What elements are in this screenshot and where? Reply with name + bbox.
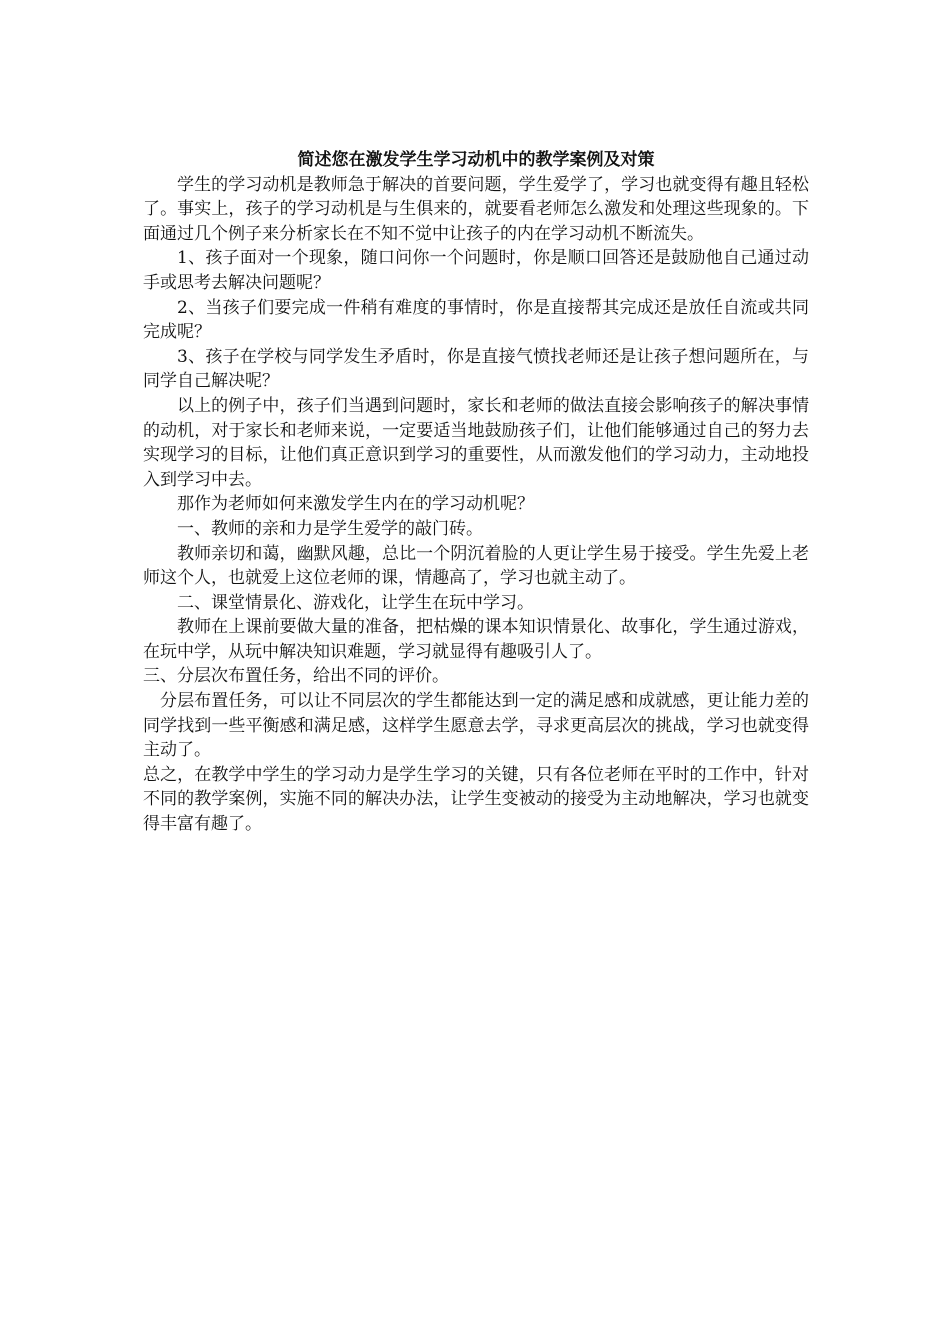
paragraph-conclusion: 总之，在教学中学生的学习动力是学生学习的关键，只有各位老师在平时的工作中，针对不同的教学案例，实施不同的解决办法，让学生变被动的接受为主动地解决，学习也就变得丰富有趣了。 (143, 764, 809, 835)
heading-strategy-2: 二、课堂情景化、游戏化，让学生在玩中学习。 (177, 592, 534, 613)
heading-strategy-3: 三、分层次布置任务，给出不同的评价。 (143, 666, 449, 687)
paragraph-example-1: 1、孩子面对一个现象，随口问你一个问题时，你是顺口回答还是鼓励他自己通过动手或思考去解决问题呢？ (143, 248, 809, 293)
paragraph-strategy-1: 教师亲切和蔼，幽默风趣，总比一个阴沉着脸的人更让学生易于接受。学生先爱上老师这个人，也就爱上这位老师的课，情趣高了，学习也就主动了。 (143, 543, 809, 589)
paragraph-strategy-3: 分层布置任务，可以让不同层次的学生都能达到一定的满足感和成就感，更让能力差的同学找到一些平衡感和满足感，这样学生愿意去学，寻求更高层次的挑战，学习也就变得主动了。 (143, 691, 809, 761)
heading-strategy-1: 一、教师的亲和力是学生爱学的敲门砖。 (177, 518, 483, 539)
paragraph-intro: 学生的学习动机是教师急于解决的首要问题，学生爱学了，学习也就变得有趣且轻松了。事实上，孩子的学习动机是与生俱来的，就要看老师怎么激发和处理这些现象的。下面通过几个例子来分析家长在不知不觉中让孩子的内在学习动机不断流失。 (143, 174, 809, 244)
paragraph-example-3: 3、孩子在学校与同学发生矛盾时，你是直接气愤找老师还是让孩子想问题所在，与同学自己解决呢？ (143, 346, 809, 392)
paragraph-example-2: 2、当孩子们要完成一件稍有难度的事情时，你是直接帮其完成还是放任自流或共同完成呢？ (143, 297, 809, 343)
paragraph-question: 那作为老师如何来激发学生内在的学习动机呢？ (177, 494, 534, 515)
document-title: 简述您在激发学生学习动机中的教学案例及对策 (297, 150, 655, 170)
document-body (143, 148, 809, 837)
paragraph-analysis: 以上的例子中，孩子们当遇到问题时，家长和老师的做法直接会影响孩子的解决事情的动机，对于家长和老师来说，一定要适当地鼓励孩子们，让他们能够通过自己的努力去实现学习的目标，让他们真正意识到学习的重要性，从而激发他们的学习动力，主动地投入到学习中去。 (143, 395, 809, 490)
paragraph-strategy-2: 教师在上课前要做大量的准备，把枯燥的课本知识情景化、故事化，学生通过游戏，在玩中学，从玩中解决知识难题，学习就显得有趣吸引人了。 (143, 617, 809, 662)
